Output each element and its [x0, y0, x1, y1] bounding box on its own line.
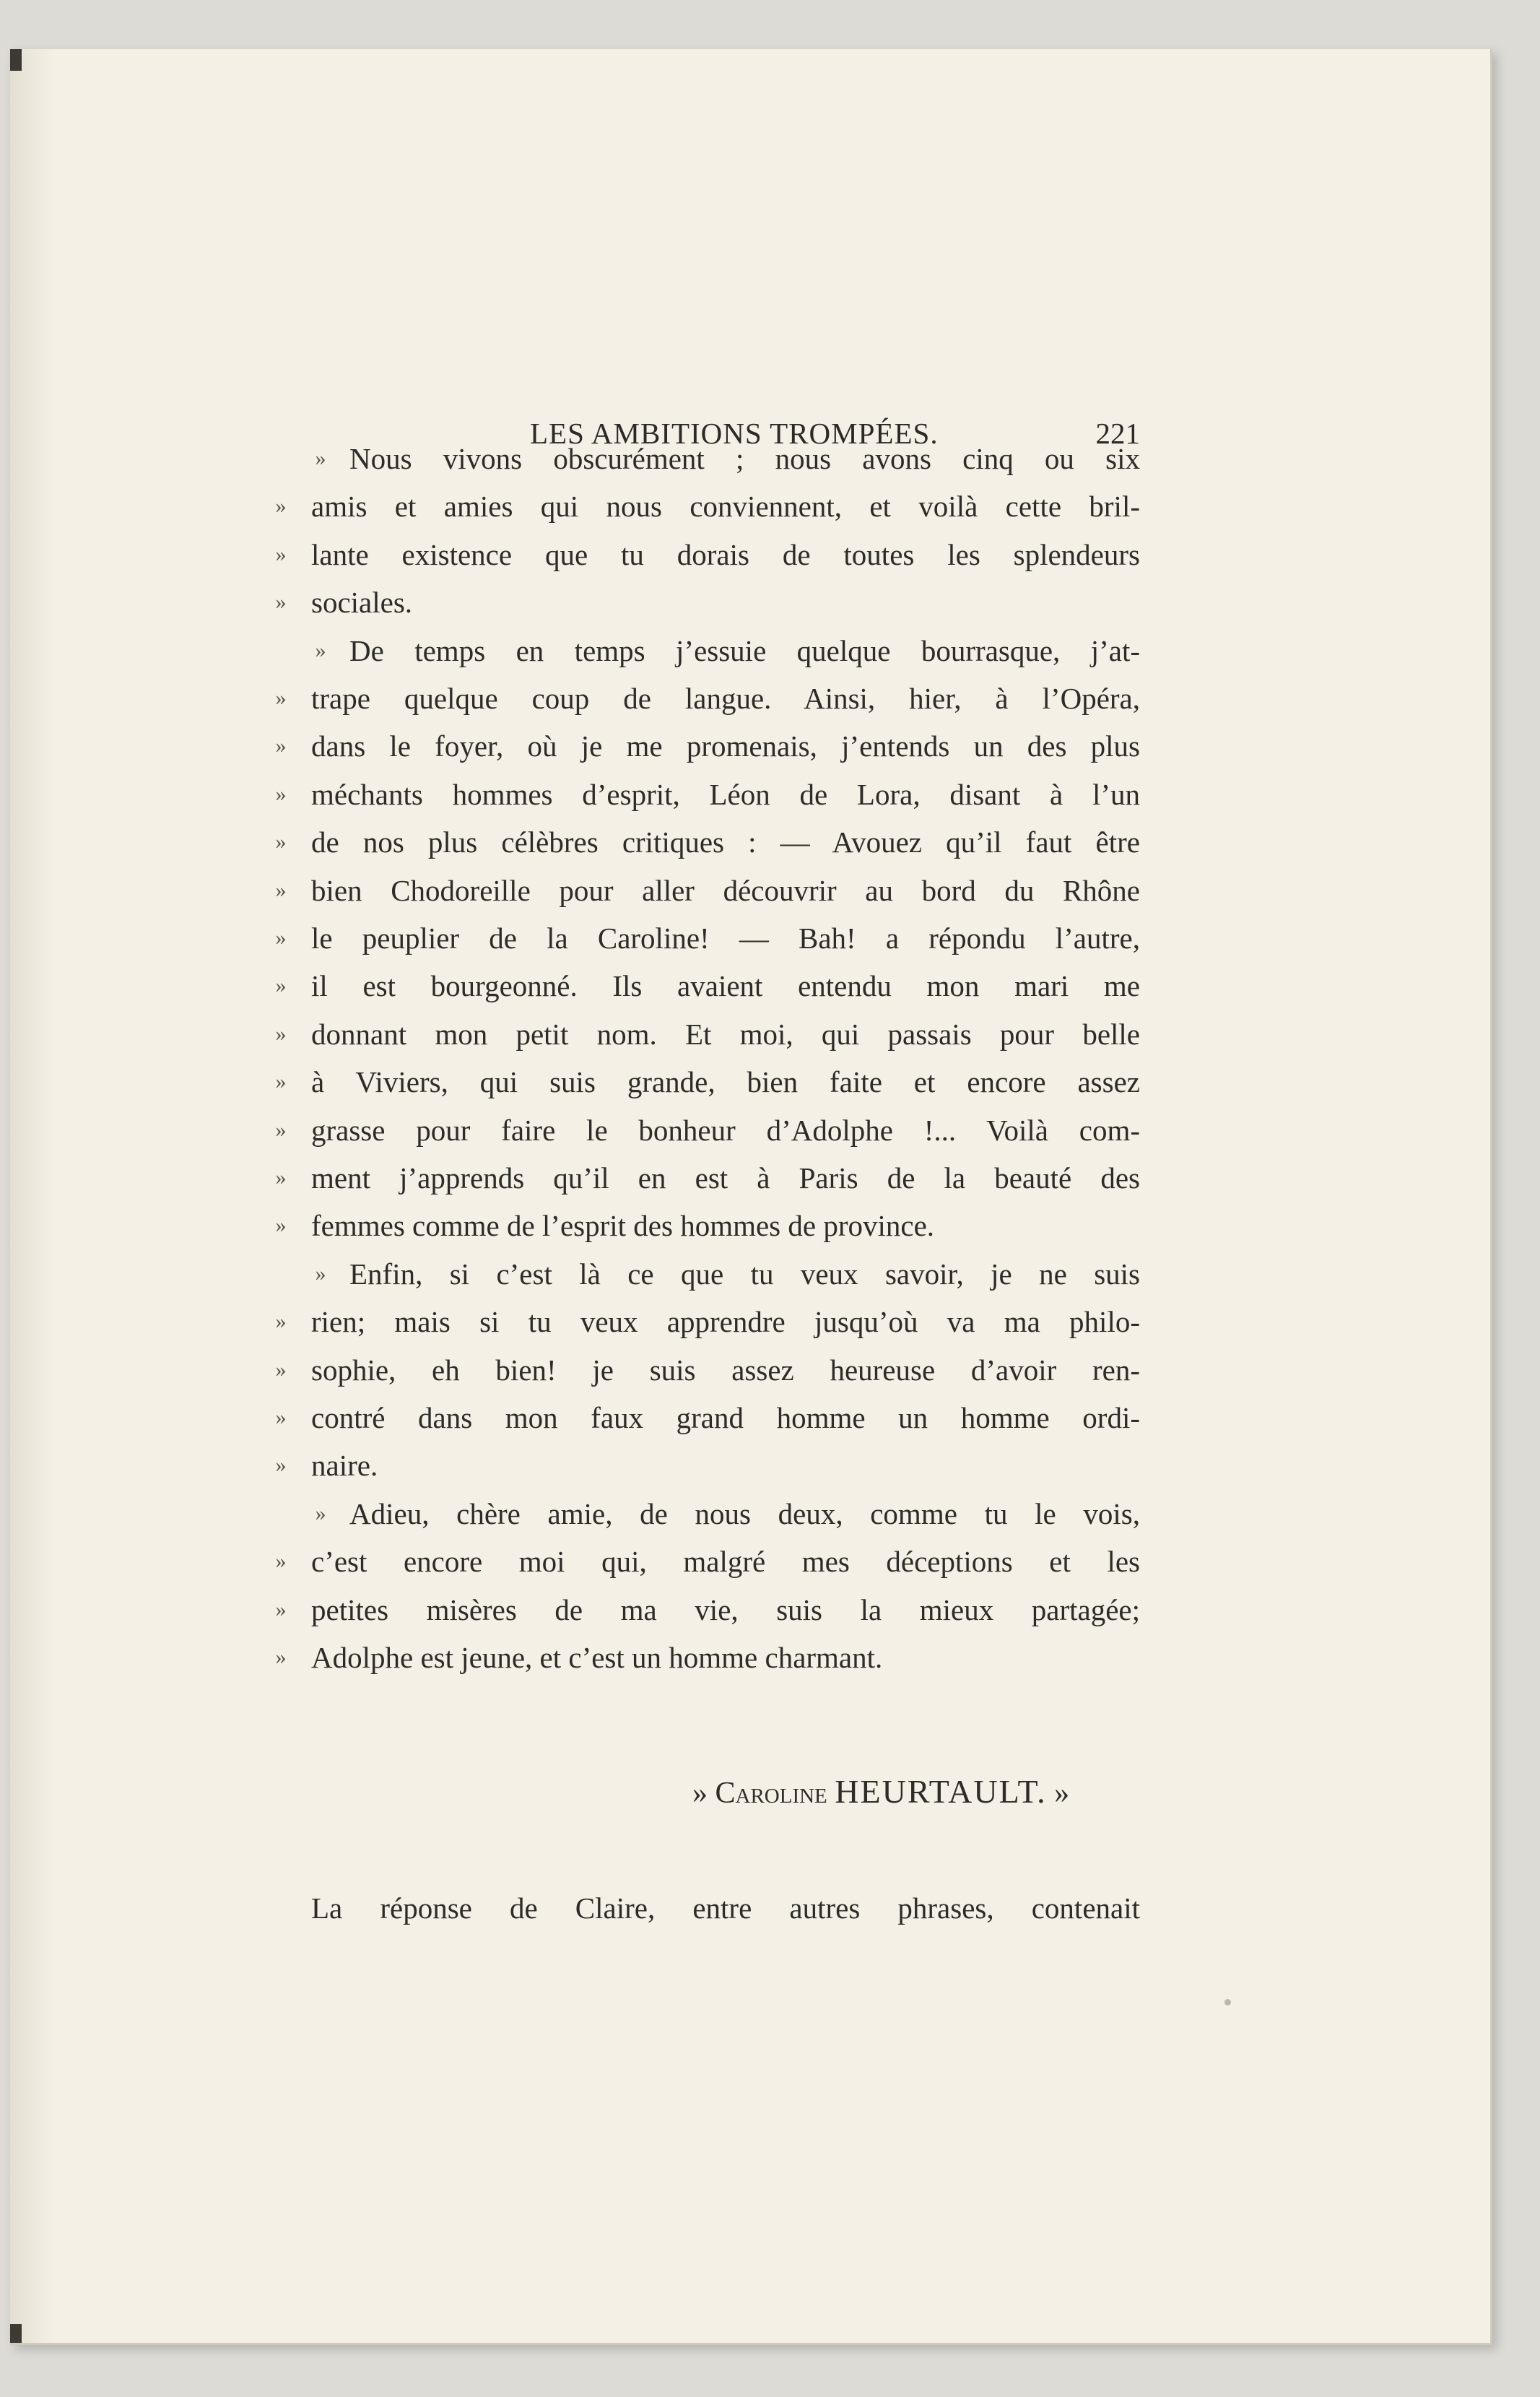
line-text: c’est encore moi qui, malgré mes déceptions et les: [311, 1545, 1140, 1579]
guillemet-mark: »: [275, 877, 287, 902]
guillemet-mark: »: [275, 1117, 287, 1142]
line-text: de nos plus célèbres critiques : — Avouez qu’il faut être: [311, 825, 1140, 859]
guillemet-mark: »: [275, 1021, 287, 1046]
text-line: [10, 1010, 1165, 1058]
line-text: ment j’apprends qu’il en est à Paris de la beauté des: [311, 1161, 1140, 1195]
guillemet-mark: »: [315, 638, 326, 662]
text-line: [10, 867, 1165, 914]
guillemet-mark: »: [275, 1357, 287, 1382]
guillemet-mark: »: [315, 446, 326, 470]
signature-first-name: Caroline: [715, 1777, 827, 1810]
paper-speck: [1224, 1999, 1231, 2006]
line-text: sophie, eh bien! je suis assez heureuse d’avoir ren-: [311, 1353, 1140, 1387]
binding-mark-top: [10, 49, 22, 71]
letter-signature: [692, 1768, 1069, 1817]
guillemet-mark: »: [275, 1597, 287, 1621]
line-text: lante existence que tu dorais de toutes les splendeurs: [311, 537, 1140, 571]
book-page: [10, 49, 1492, 2345]
line-text: le peuplier de la Caroline! — Bah! a répondu l’autre,: [311, 922, 1140, 955]
line-text: contré dans mon faux grand homme un homme ordi-: [311, 1401, 1140, 1434]
closing-line: [311, 1884, 1140, 1932]
text-line: [10, 1634, 1165, 1681]
line-text: Adieu, chère amie, de nous deux, comme tu le vois,: [349, 1496, 1140, 1530]
guillemet-mark: »: [275, 1453, 287, 1478]
text-line: [10, 1058, 1165, 1106]
text-line: [10, 531, 1165, 578]
line-text: rien; mais si tu veux apprendre jusqu’où va ma philo-: [311, 1305, 1140, 1339]
text-line: [10, 1250, 1165, 1298]
line-text: trape quelque coup de langue. Ainsi, hier, à l’Opéra,: [311, 682, 1140, 715]
guillemet-mark: »: [275, 974, 287, 998]
text-line: [10, 435, 1165, 482]
line-text: Enfin, si c’est là ce que tu veux savoir, je ne suis: [349, 1257, 1140, 1291]
guillemet-mark: »: [315, 1261, 326, 1286]
guillemet-mark: »: [275, 542, 287, 566]
text-line: [10, 771, 1165, 818]
text-line: [10, 1202, 1165, 1249]
text-line: [10, 1490, 1165, 1538]
text-line: [10, 1586, 1165, 1634]
guillemet-mark: »: [275, 1213, 287, 1238]
text-line: [10, 1538, 1165, 1585]
line-text: petites misères de ma vie, suis la mieux partagée;: [311, 1592, 1140, 1626]
guillemet-mark: »: [275, 686, 287, 710]
text-line: [10, 914, 1165, 962]
running-title: LES AMBITIONS TROMPÉES.: [530, 417, 939, 450]
line-text: grasse pour faire le bonheur d’Adolphe !... Voilà com-: [311, 1113, 1140, 1147]
line-text: sociales.: [311, 586, 413, 620]
line-text: Nous vivons obscurément ; nous avons cinq ou six: [349, 442, 1140, 475]
text-line: [10, 1106, 1165, 1154]
text-line: [10, 482, 1165, 530]
guillemet-mark: »: [275, 494, 287, 519]
guillemet-mark: »: [275, 734, 287, 758]
line-text: donnant mon petit nom. Et moi, qui passais pour belle: [311, 1017, 1140, 1051]
guillemet-mark: »: [275, 781, 287, 806]
text-line: [10, 675, 1165, 722]
line-text: naire.: [311, 1449, 378, 1483]
text-line: [10, 962, 1165, 1010]
guillemet-mark: »: [275, 1645, 287, 1669]
line-text: De temps en temps j’essuie quelque bourrasque, j’at-: [349, 633, 1140, 667]
guillemet-mark: »: [275, 830, 287, 854]
text-line: [10, 578, 1165, 626]
line-text: bien Chodoreille pour aller découvrir au bord du Rhône: [311, 873, 1140, 907]
line-text: il est bourgeonné. Ils avaient entendu mon mari me: [311, 969, 1140, 1003]
guillemet-mark: »: [275, 926, 287, 950]
line-text: amis et amies qui nous conviennent, et voilà cette bril-: [311, 490, 1140, 524]
guillemet-mark: »: [275, 1309, 287, 1334]
guillemet-mark: »: [275, 1070, 287, 1094]
line-text: à Viviers, qui suis grande, bien faite et encore assez: [311, 1065, 1140, 1099]
line-text: Adolphe est jeune, et c’est un homme charmant.: [311, 1641, 883, 1674]
text-line: [10, 1346, 1165, 1394]
text-line: [10, 1394, 1165, 1442]
guillemet-mark: »: [315, 1501, 326, 1525]
text-line: [10, 1442, 1165, 1489]
guillemet-mark: »: [275, 1166, 287, 1189]
closing-line-text: La réponse de Claire, entre autres phrases, contenait: [311, 1891, 1140, 1925]
line-text: femmes comme de l’esprit des hommes de province.: [311, 1209, 935, 1243]
page-number: 221: [1095, 417, 1140, 450]
text-line: [10, 627, 1165, 675]
signature-open-quote: »: [692, 1777, 708, 1810]
text-line: [10, 818, 1165, 866]
text-line: [10, 1298, 1165, 1345]
signature-last-name: HEURTAULT.: [835, 1773, 1047, 1810]
text-line: [10, 722, 1165, 770]
guillemet-mark: »: [275, 1405, 287, 1429]
text-line: [10, 1154, 1165, 1202]
binding-mark-bottom: [10, 2324, 22, 2345]
line-text: méchants hommes d’esprit, Léon de Lora, disant à l’un: [311, 777, 1140, 811]
line-text: dans le foyer, où je me promenais, j’entends un des plus: [311, 729, 1140, 763]
guillemet-mark: »: [275, 1549, 287, 1574]
guillemet-mark: »: [275, 590, 287, 615]
signature-close-quote: »: [1054, 1777, 1070, 1810]
